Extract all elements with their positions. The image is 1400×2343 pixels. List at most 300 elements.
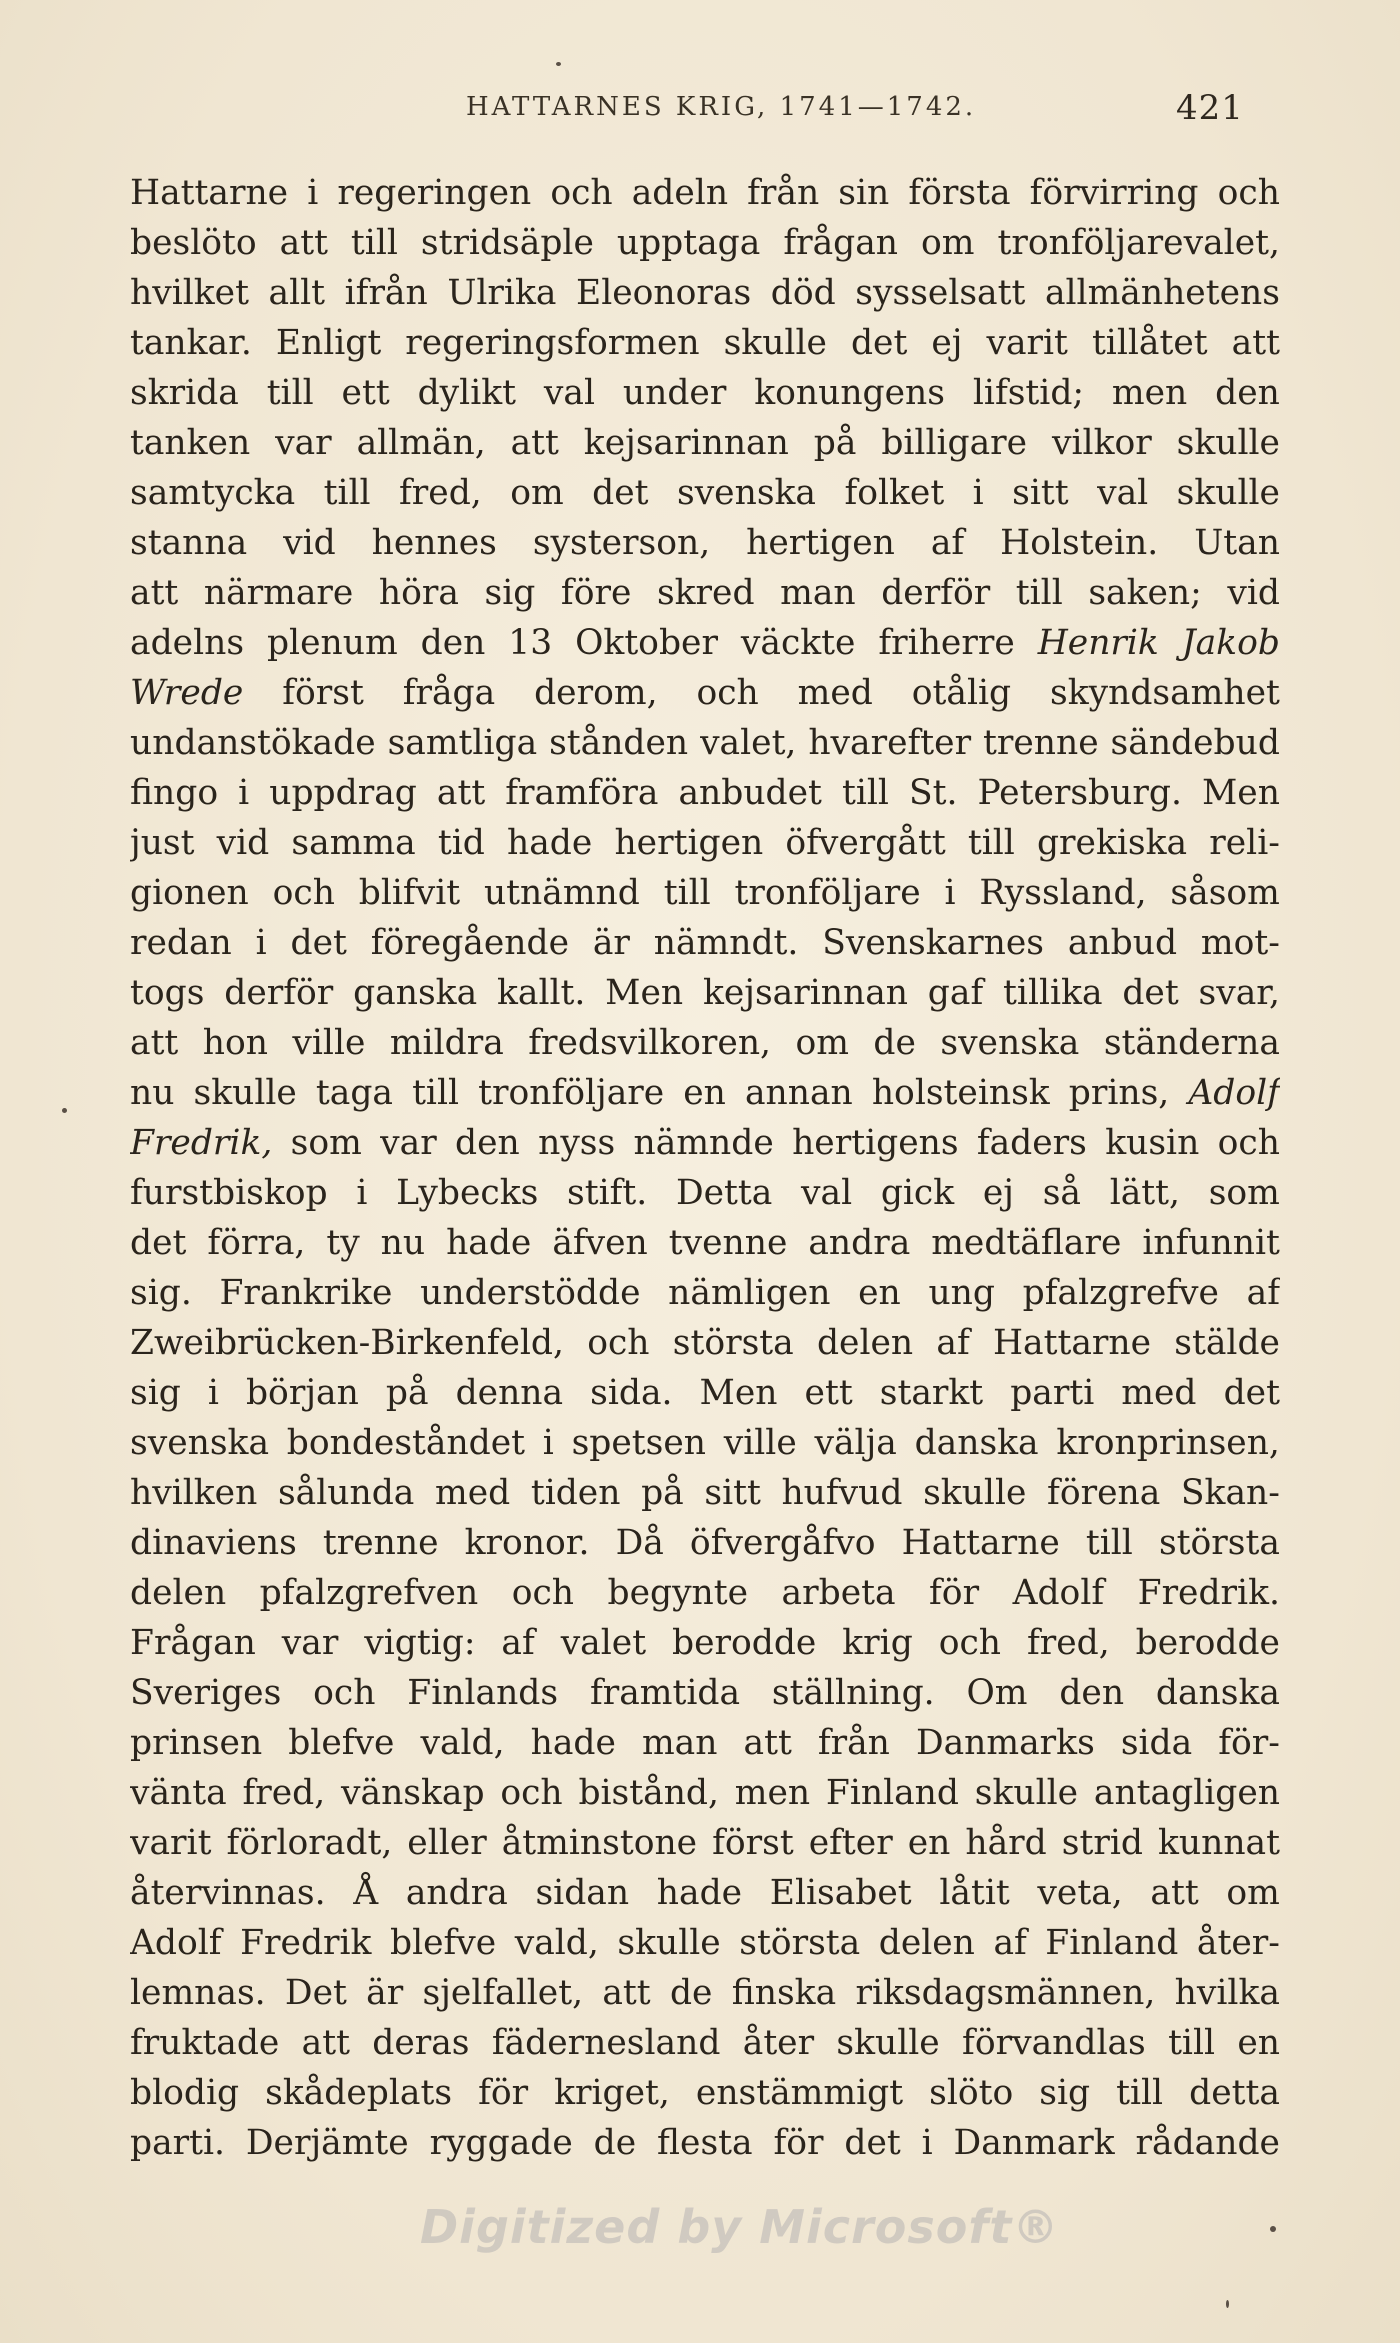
word: trenne [322, 1523, 439, 1563]
word: folket [844, 473, 945, 513]
word: Hattarne [130, 173, 289, 213]
word: veta, [1037, 1873, 1123, 1913]
word: hvilken [130, 1473, 258, 1513]
word: anbudet [678, 773, 822, 813]
word: fråga [402, 673, 496, 713]
word: tronföljarevalet, [997, 223, 1280, 263]
word: frågan [783, 223, 899, 263]
word: Ryssland, [979, 873, 1147, 913]
word: mot- [1200, 923, 1280, 963]
text-line [130, 1668, 1280, 1718]
word: plenum [266, 623, 398, 663]
word: hade [656, 1873, 743, 1913]
word: under [622, 373, 727, 413]
word: är [592, 923, 630, 963]
word: Frankrike [219, 1273, 393, 1313]
word: ej [982, 1173, 1014, 1213]
word: att [130, 1023, 179, 1063]
word: en [1237, 2023, 1280, 2063]
word: i [542, 1423, 554, 1463]
word: förena [1047, 1473, 1161, 1513]
word: undanstökade [130, 723, 376, 763]
word: i [255, 923, 267, 963]
word: af [993, 1923, 1027, 1963]
word: deras [372, 2023, 470, 2063]
word: närmare [203, 573, 354, 613]
word: spetsen [571, 1423, 706, 1463]
text-line [130, 1768, 1280, 1818]
word: af [930, 523, 965, 563]
word: öfvergått [785, 823, 946, 863]
word: konungens [754, 373, 945, 413]
text-line [130, 1018, 1280, 1068]
word: gaf [927, 973, 984, 1013]
word: till [663, 873, 711, 913]
word: den [1215, 373, 1280, 413]
word: hvarefter [808, 723, 972, 763]
text-line [130, 1268, 1280, 1318]
text-line [130, 918, 1280, 968]
word: att [1150, 1873, 1199, 1913]
word: var [380, 1123, 437, 1163]
word: varit [130, 1823, 212, 1863]
word: skyndsamhet [1050, 673, 1280, 713]
word: lätt, [1109, 1173, 1180, 1213]
word: Oktober [575, 623, 718, 663]
text-line [130, 418, 1280, 468]
word: denna [455, 1373, 564, 1413]
word: Skan- [1180, 1473, 1280, 1513]
word: svenska [940, 1023, 1080, 1063]
word: lemnas. [130, 1973, 266, 2013]
text-line [130, 968, 1280, 1018]
word: med [797, 673, 873, 713]
word: skulle [974, 1773, 1079, 1813]
word: fädernesland [491, 2023, 721, 2063]
word: nu [130, 1073, 175, 1113]
word: en [907, 1823, 951, 1863]
word: sig [1039, 2073, 1091, 2113]
text-line [130, 1218, 1280, 1268]
word: den [1059, 1673, 1125, 1713]
word: Utan [1194, 523, 1280, 563]
word: och [511, 1573, 574, 1613]
word: och [500, 1773, 563, 1813]
word: tillika [1003, 973, 1103, 1013]
word: faders [976, 1123, 1087, 1163]
word: blodig [130, 2073, 240, 2113]
word: berodde [1135, 1623, 1280, 1663]
word: beslöto [130, 223, 257, 263]
word: sig [484, 573, 536, 613]
word: Fredrik. [1137, 1573, 1280, 1613]
word: delen [130, 1573, 227, 1613]
text-line [130, 1718, 1280, 1768]
word: hennes [371, 523, 497, 563]
word: Detta [675, 1173, 773, 1213]
word: död [770, 273, 836, 313]
word: allmänhetens [1044, 273, 1280, 313]
word: stridsäple [420, 223, 594, 263]
word: dylikt [417, 373, 517, 413]
word: och [550, 173, 613, 213]
word: sida. [590, 1373, 673, 1413]
word: sig [130, 1373, 181, 1413]
word: begynte [607, 1573, 749, 1613]
word: danska [914, 1423, 1039, 1463]
word: Finland [825, 1773, 959, 1813]
word: fred, [1026, 1623, 1110, 1663]
word: förvandlas [962, 2023, 1146, 2063]
word: ganska [353, 973, 478, 1013]
word: Det [284, 1973, 347, 2013]
word: uppdrag [269, 773, 417, 813]
word: riksdagsmännen, [855, 1973, 1156, 2013]
word: vald, [420, 1723, 505, 1763]
word: är [366, 1973, 404, 2013]
word: hade [507, 823, 593, 863]
text-line [130, 1918, 1280, 1968]
word: till [1168, 2023, 1216, 2063]
word: adelns [130, 623, 245, 663]
word: svenska [130, 1423, 270, 1463]
word: medtäflare [931, 1223, 1122, 1263]
word: val [543, 373, 595, 413]
word: pfalzgrefven [259, 1573, 479, 1613]
word: Lybecks [396, 1173, 539, 1213]
italic-word: Wrede [130, 673, 244, 713]
word: hvilket [130, 273, 249, 313]
word: till [967, 823, 1015, 863]
text-line [130, 868, 1280, 918]
word: med [1121, 1373, 1197, 1413]
word: kronor. [464, 1523, 590, 1563]
ink-speck [62, 1108, 67, 1113]
text-line [130, 768, 1280, 818]
word: var [281, 1623, 339, 1663]
word: skulle [193, 1073, 297, 1113]
word: vid [216, 823, 270, 863]
word: redan [130, 923, 232, 963]
word: största [739, 1923, 861, 1963]
word: infunnit [1142, 1223, 1280, 1263]
word: understödde [420, 1273, 641, 1313]
word: Holstein. [1000, 523, 1159, 563]
word: på [813, 423, 857, 463]
text-line [130, 1068, 1280, 1118]
word: eller [407, 1823, 487, 1863]
text-line [130, 468, 1280, 518]
word: först [282, 673, 364, 713]
word: friherre [878, 623, 1015, 663]
word: och [1217, 173, 1280, 213]
word: och [587, 1323, 650, 1363]
word: fingo [130, 773, 219, 813]
word: i [307, 173, 319, 213]
word: Men [605, 973, 684, 1013]
word: till [841, 773, 889, 813]
word: att [602, 1973, 651, 2013]
word: just [130, 823, 195, 863]
word: hvilka [1174, 1973, 1280, 2013]
word: utnämnd [483, 873, 640, 913]
word: valet, [700, 723, 797, 763]
word: på [641, 1473, 684, 1513]
word: fruktade [130, 2023, 280, 2063]
word: sysselsatt [855, 273, 1026, 313]
word: samtliga [387, 723, 538, 763]
word: hade [446, 1223, 532, 1263]
word: mildra [389, 1023, 504, 1063]
word: nämligen [668, 1273, 831, 1313]
word: annan [744, 1073, 853, 1113]
word: Petersburg. [977, 773, 1182, 813]
word: adeln [631, 173, 729, 213]
italic-word: Jakob [1181, 623, 1280, 663]
word: att [743, 1723, 792, 1763]
word: åtminstone [501, 1823, 698, 1863]
word: parti. [130, 2123, 226, 2163]
word: gick [880, 1173, 955, 1213]
word: största [1158, 1523, 1280, 1563]
word: tronföljare [478, 1073, 665, 1113]
word: tankar. [130, 323, 252, 363]
text-line [130, 1118, 1280, 1168]
word: togs [130, 973, 205, 1013]
word: hård [965, 1823, 1047, 1863]
word: svar, [1198, 973, 1280, 1013]
word: det [1223, 1373, 1280, 1413]
word: prins, [1068, 1073, 1170, 1113]
word: till [350, 223, 398, 263]
word: så [1042, 1173, 1081, 1213]
word: framtida [589, 1673, 741, 1713]
word: Finland [1045, 1923, 1179, 1963]
word: nämndt. [653, 923, 799, 963]
word: detta [1189, 2073, 1280, 2113]
word: kallt. [496, 973, 586, 1013]
word: Danmark [953, 2123, 1115, 2163]
word: och [272, 873, 335, 913]
digitized-watermark: Digitized by Microsoft® [420, 2200, 1060, 2254]
word: af [501, 1623, 535, 1663]
word: stälde [1174, 1323, 1280, 1363]
body-text [130, 168, 1280, 2168]
word: skulle [836, 2023, 940, 2063]
word: fred, [242, 1773, 326, 1813]
word: med [434, 1473, 511, 1513]
word: först [712, 1823, 794, 1863]
word: vid [1227, 573, 1280, 613]
word: det [130, 1223, 187, 1263]
word: Men [1201, 773, 1280, 813]
word: till [1085, 1523, 1133, 1563]
word: regeringsformen [405, 323, 700, 363]
word: största [672, 1323, 794, 1363]
text-line [130, 168, 1280, 218]
text-line [130, 1518, 1280, 1568]
italic-word: Adolf [1188, 1073, 1280, 1113]
word: Adolf [130, 1923, 222, 1963]
word: upptaga [616, 223, 761, 263]
word: tronföljare [734, 873, 921, 913]
word: skulle [723, 323, 827, 363]
text-line [130, 1468, 1280, 1518]
word: andra [405, 1873, 508, 1913]
word: som [290, 1123, 362, 1163]
word: för [929, 1573, 980, 1613]
word: höra [378, 573, 459, 613]
text-line [130, 318, 1280, 368]
word: sjelfallet, [422, 1973, 584, 2013]
text-line [130, 1568, 1280, 1618]
word: skulle [1176, 473, 1280, 513]
word: första [908, 173, 1011, 213]
word: hertigen [614, 823, 764, 863]
word: Finlands [407, 1673, 559, 1713]
word: taga [315, 1073, 393, 1113]
word: tillåtet [1091, 323, 1208, 363]
word: och [1217, 1123, 1280, 1163]
word: sig. [130, 1273, 192, 1313]
text-line [130, 518, 1280, 568]
word: blifvit [358, 873, 461, 913]
word: holsteinsk [871, 1073, 1050, 1113]
word: i [238, 773, 250, 813]
word: starkt [879, 1373, 984, 1413]
word: delen [878, 1923, 975, 1963]
word: andra [808, 1223, 911, 1263]
word: Å [353, 1873, 379, 1913]
text-line [130, 718, 1280, 768]
word: ställning. [771, 1673, 935, 1713]
word: berodde [671, 1623, 817, 1663]
word: det [1122, 973, 1179, 1013]
word: Enligt [275, 323, 382, 363]
word: fred, [399, 473, 482, 513]
word: den [455, 1123, 520, 1163]
word: men [734, 1773, 811, 1813]
word: pfalzgrefve [1022, 1273, 1219, 1313]
word: kusin [1105, 1123, 1200, 1163]
text-line [130, 2118, 1280, 2168]
word: 13 [508, 623, 553, 663]
word: från [747, 173, 820, 213]
word: prinsen [130, 1723, 263, 1763]
word: fredsvilkoren, [528, 1023, 772, 1063]
word: derom, [534, 673, 658, 713]
word: otålig [911, 673, 1012, 713]
word: grekiska [1036, 823, 1188, 863]
word: arbeta [781, 1573, 896, 1613]
word: för [478, 2073, 529, 2113]
word: blefve [288, 1723, 395, 1763]
word: Ulrika [447, 273, 557, 313]
word: flesta [657, 2123, 753, 2163]
text-line [130, 1318, 1280, 1368]
word: reli- [1209, 823, 1280, 863]
word: samtycka [130, 473, 296, 513]
word: de [593, 2123, 637, 2163]
word: sitt [704, 1473, 761, 1513]
word: stanna [130, 523, 248, 563]
word: förra, [207, 1223, 306, 1263]
word: en [858, 1273, 901, 1313]
word: sålunda [277, 1473, 415, 1513]
word: sändebud [1110, 723, 1280, 763]
word: den [420, 623, 486, 663]
word: danska [1155, 1673, 1280, 1713]
word: till [1015, 573, 1063, 613]
word: Danmarks [915, 1723, 1095, 1763]
word: ständerna [1103, 1023, 1280, 1063]
word: återvinnas. [130, 1873, 326, 1913]
ink-speck [556, 62, 561, 66]
text-line [130, 668, 1280, 718]
word: sin [838, 173, 890, 213]
text-line [130, 268, 1280, 318]
word: förvirring [1029, 173, 1199, 213]
word: att [279, 223, 328, 263]
text-line [130, 568, 1280, 618]
ink-speck [1270, 2226, 1276, 2232]
word: i [207, 1373, 219, 1413]
text-line [130, 2068, 1280, 2118]
text-line [130, 218, 1280, 268]
word: finska [731, 1973, 837, 2013]
word: att [130, 573, 179, 613]
word: i [921, 2123, 933, 2163]
word: tiden [530, 1473, 621, 1513]
word: skred [656, 573, 755, 613]
word: tid [437, 823, 485, 863]
text-line [130, 1618, 1280, 1668]
word: blefve [389, 1923, 497, 1963]
word: trenne [982, 723, 1099, 763]
word: Fredrik [240, 1923, 372, 1963]
text-line [130, 1368, 1280, 1418]
word: de [873, 1023, 916, 1063]
word: antagligen [1093, 1773, 1280, 1813]
text-line [130, 1168, 1280, 1218]
word: hon [202, 1023, 268, 1063]
word: från [817, 1723, 890, 1763]
word: hufvud [781, 1473, 903, 1513]
word: en [683, 1073, 726, 1113]
word: ryggade [429, 2123, 573, 2163]
word: för- [1218, 1723, 1280, 1763]
italic-word: Henrik [1037, 623, 1159, 663]
word: slöto [929, 2073, 1014, 2113]
word: allmän, [356, 423, 486, 463]
word: efter [808, 1823, 893, 1863]
text-line [130, 2018, 1280, 2068]
word: billigare [881, 423, 1028, 463]
word: för [773, 2123, 824, 2163]
word: derför [224, 973, 334, 1013]
word: att [510, 423, 559, 463]
word: ville [292, 1023, 366, 1063]
word: om [510, 473, 564, 513]
word: sidan [535, 1873, 630, 1913]
word: lifstid; [972, 373, 1085, 413]
word: Frågan [130, 1623, 256, 1663]
word: Derjämte [245, 2123, 409, 2163]
word: samma [291, 823, 416, 863]
word: stift. [567, 1173, 648, 1213]
word: skulle [617, 1923, 721, 1963]
word: vänskap [341, 1773, 485, 1813]
